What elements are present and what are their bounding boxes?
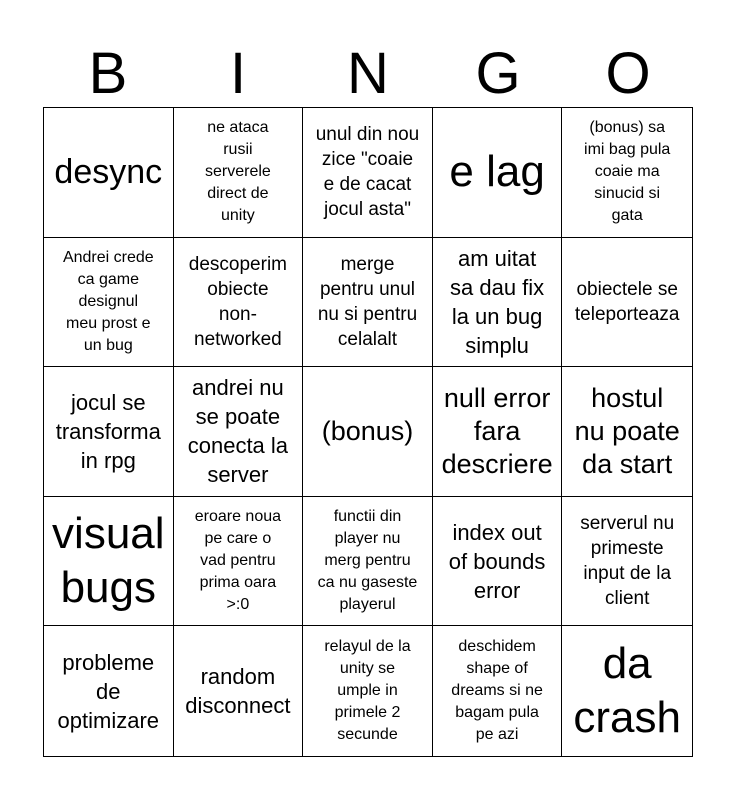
bingo-cell[interactable] <box>433 497 563 627</box>
cell-text: functii din player nu merg pentru ca nu gaseste playerul <box>317 508 418 614</box>
cell-text: index out of bounds error <box>448 519 546 603</box>
header-letter-g: G <box>475 41 521 106</box>
bingo-cell[interactable] <box>303 626 433 756</box>
bingo-header <box>43 40 693 108</box>
cell-text: (bonus) <box>321 415 414 446</box>
cell-text: visual bugs <box>52 509 165 613</box>
cell-text: deschidem shape of dreams si ne bagam pula pe azi <box>451 638 543 744</box>
bingo-cell[interactable] <box>44 626 174 756</box>
bingo-cell[interactable] <box>303 497 433 627</box>
bingo-card <box>43 107 693 757</box>
bingo-cell[interactable] <box>433 367 563 497</box>
cell-text: serverul nu primeste input de la client <box>580 513 675 610</box>
cell-text: descoperim obiecte non- networked <box>188 253 287 350</box>
bingo-cell-free[interactable] <box>303 367 433 497</box>
bingo-cell[interactable] <box>174 238 304 368</box>
bingo-cell[interactable] <box>44 238 174 368</box>
cell-text: e lag <box>449 147 545 197</box>
cell-text: ne ataca rusii serverele direct de unity <box>204 119 271 225</box>
bingo-cell[interactable] <box>562 238 692 368</box>
cell-text: andrei nu se poate conecta la server <box>187 375 289 488</box>
bingo-cell[interactable] <box>44 367 174 497</box>
cell-text: obiectele se teleporteaza <box>574 278 680 325</box>
cell-text: random disconnect <box>185 664 291 719</box>
bingo-cell[interactable] <box>562 108 692 238</box>
bingo-cell[interactable] <box>44 497 174 627</box>
header-letter-o: O <box>605 41 651 106</box>
bingo-cell[interactable] <box>174 497 304 627</box>
header-letter-i: I <box>229 41 247 106</box>
bingo-cell[interactable] <box>433 108 563 238</box>
cell-text: hostul nu poate da start <box>574 382 680 479</box>
bingo-cell[interactable] <box>44 108 174 238</box>
header-letter-b: B <box>88 41 128 106</box>
cell-text: merge pentru unul nu si pentru celalalt <box>317 253 418 350</box>
cell-text: Andrei crede ca game designul meu prost e un bug <box>62 248 154 354</box>
cell-text: relayul de la unity se umple in primele 2 secunde <box>324 638 411 744</box>
cell-text: da crash <box>573 639 681 743</box>
cell-text: am uitat sa dau fix la un bug simplu <box>450 245 545 358</box>
cell-text: desync <box>54 153 163 192</box>
bingo-cell[interactable] <box>562 367 692 497</box>
bingo-cell[interactable] <box>562 626 692 756</box>
cell-text: null error fara descriere <box>441 382 553 479</box>
bingo-cell[interactable] <box>303 238 433 368</box>
bingo-cell[interactable] <box>433 238 563 368</box>
cell-text: unul din nou zice "coaie e de cacat jocul asta" <box>315 124 420 221</box>
cell-text: jocul se transforma in rpg <box>55 389 161 473</box>
cell-text: probleme de optimizare <box>57 649 160 733</box>
bingo-cell[interactable] <box>562 497 692 627</box>
bingo-cell[interactable] <box>174 626 304 756</box>
cell-text: eroare noua pe care o vad pentru prima oara >:0 <box>194 508 282 614</box>
cell-text: (bonus) sa imi bag pula coaie ma sinucid si gata <box>584 119 671 225</box>
header-letter-n: N <box>347 41 389 106</box>
bingo-cell[interactable] <box>174 108 304 238</box>
bingo-cell[interactable] <box>174 367 304 497</box>
bingo-cell[interactable] <box>303 108 433 238</box>
bingo-cell[interactable] <box>433 626 563 756</box>
